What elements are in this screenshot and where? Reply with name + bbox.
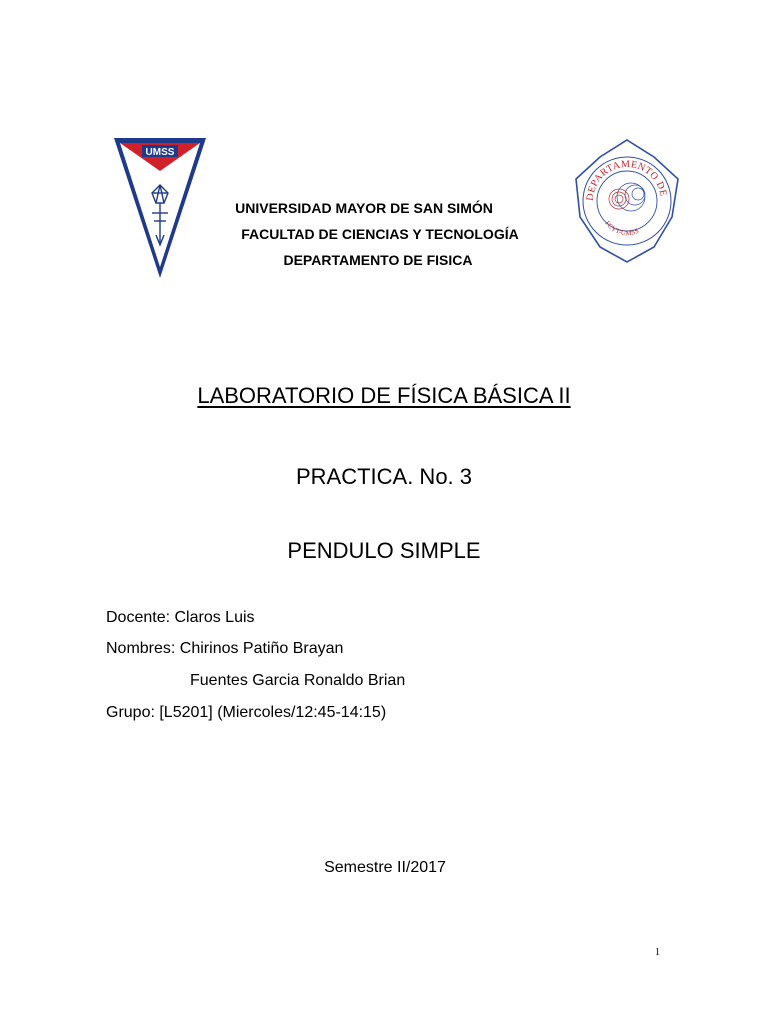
- nombres-line-2: Fuentes Garcia Ronaldo Brian: [190, 672, 406, 689]
- nombres-line: Nombres: Chirinos Patiño Brayan: [106, 640, 344, 657]
- semester: Semestre II/2017: [324, 859, 446, 876]
- svg-text:DEPARTAMENTO DE FÍSICA: DEPARTAMENTO DE: [584, 158, 669, 202]
- svg-text:UMSS: UMSS: [145, 147, 175, 158]
- department-name: DEPARTAMENTO DE FISICA: [283, 252, 473, 268]
- lab-title: LABORATORIO DE FÍSICA BÁSICA II: [197, 383, 571, 408]
- university-name: UNIVERSIDAD MAYOR DE SAN SIMÓN: [235, 200, 493, 216]
- faculty-name: FACULTAD DE CIENCIAS Y TECNOLOGÍA: [241, 226, 519, 242]
- practice-topic: PENDULO SIMPLE: [287, 538, 481, 563]
- practice-number: PRACTICA. No. 3: [295, 464, 473, 489]
- physics-department-seal-icon: [571, 137, 683, 265]
- svg-text:FCYT-UMSS: FCYT-UMSS: [603, 219, 640, 238]
- grupo-line: Grupo: [L5201] (Miercoles/12:45-14:15): [106, 704, 387, 721]
- docente-line: Docente: Claros Luis: [106, 609, 255, 626]
- page-number: 1: [655, 947, 660, 958]
